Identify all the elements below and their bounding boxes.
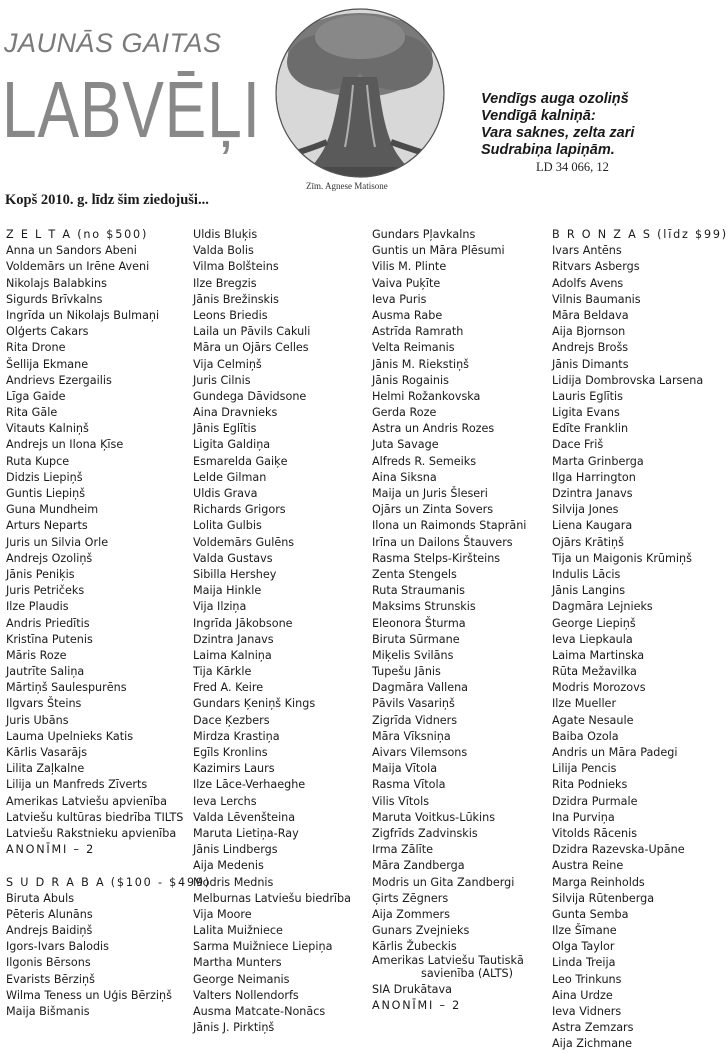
donor-name: Māra Beldava — [552, 308, 629, 322]
donor-name: Rita Drone — [6, 341, 66, 355]
donor-name: Ausma Rabe — [372, 308, 443, 322]
donor-name: Aivars Vilemsons — [372, 746, 468, 759]
donor-name: Marga Reinholds — [552, 875, 645, 889]
donor-name: Guntis Liepiņš — [6, 487, 86, 500]
donor-name: Uldis Bluķis — [193, 228, 258, 241]
donor-name: Latviešu kultūras biedrība TILTS — [6, 810, 184, 824]
donor-name: Jānis Langins — [552, 584, 626, 598]
donor-name: Agate Nesaule — [552, 713, 634, 727]
donor-name: Gundars Ķeniņš Kings — [193, 697, 316, 711]
donor-name: Igors-Ivars Balodis — [6, 940, 109, 954]
donor-name: Gundega Dāvidsone — [193, 389, 307, 403]
donor-name: Aina Dravnieks — [193, 406, 278, 420]
donor-name: Dace Friš — [552, 438, 604, 452]
donor-name: Aina Urdze — [552, 988, 613, 1002]
donor-name: Dagmāra Vallena — [372, 681, 469, 695]
donor-name: Gerda Roze — [372, 406, 437, 420]
anonymous-count: ANONĪMI – 2 — [6, 843, 96, 857]
donor-column-3 — [372, 227, 526, 1014]
donor-name: Lidija Dombrovska Larsena — [552, 373, 704, 387]
donor-name: Ieva Puris — [372, 292, 427, 306]
donor-name: Adolfs Avens — [552, 276, 624, 290]
donor-name: Modris Morozovs — [552, 681, 646, 695]
donor-name: Silvija Jones — [552, 503, 619, 517]
donor-name: Ģirts Zēgners — [372, 891, 449, 905]
donor-name: Mārtiņš Saulespurēns — [6, 681, 127, 695]
donor-name: Helmi Rožankovska — [372, 389, 481, 403]
donor-name: Linda Treija — [552, 956, 616, 970]
anonymous-count: ANONĪMI – 2 — [372, 999, 462, 1013]
donor-name: Ilze Mueller — [552, 697, 617, 711]
donor-name: Dzidra Razevska-Upāne — [552, 843, 685, 857]
donor-name: Jautrīte Saliņa — [6, 665, 85, 679]
donor-name: Jānis J. Pirktiņš — [193, 1021, 275, 1035]
publication-name: JAUNĀS GAITAS — [4, 28, 222, 58]
donor-name: Arturs Neparts — [6, 519, 88, 533]
donor-name: Rita Podnieks — [552, 778, 628, 792]
donor-name: Sibilla Hershey — [193, 567, 277, 581]
page-title: LABVĒĻI — [2, 65, 261, 154]
donor-name: Lauma Upelnieks Katis — [6, 729, 134, 743]
donor-name: Didzis Liepiņš — [6, 470, 83, 484]
donor-name: Mirdza Krastiņa — [193, 729, 280, 743]
donor-organization-alts — [372, 955, 526, 982]
donor-name: Rita Gāle — [6, 406, 58, 420]
donor-name: Jānis Brežinskis — [193, 292, 279, 306]
donor-name: Melburnas Latviešu biedrība — [193, 891, 351, 905]
donor-name: Olga Taylor — [552, 940, 615, 954]
donor-name: Jānis M. Riekstiņš — [372, 357, 469, 371]
donor-name: Silvija Rūtenberga — [552, 891, 655, 905]
donor-name: Alfreds R. Semeiks — [372, 454, 477, 468]
donor-name: Juris Cilnis — [193, 373, 251, 387]
donor-name: Ilze Plaudis — [6, 600, 69, 614]
donor-name: Latviešu Rakstnieku apvienība — [6, 826, 177, 840]
donor-name: Voldemārs Gulēns — [193, 535, 295, 549]
donor-name: Ilgonis Bērsons — [6, 956, 91, 970]
donor-name: Pēteris Alunāns — [6, 907, 93, 921]
donor-name: Ojārs un Zinta Sovers — [372, 503, 494, 517]
illustration-credit: Zīm. Agnese Matisone — [306, 181, 388, 191]
donor-name: Rasma Vītola — [372, 778, 446, 792]
donor-name: Esmarelda Gaiķe — [193, 454, 288, 468]
donor-name: Vilnis Baumanis — [552, 292, 641, 306]
donor-name: Līga Gaide — [6, 389, 66, 403]
donor-name: Juris un Silvia Orle — [6, 535, 109, 549]
donor-name: Astra Zemzars — [552, 1021, 634, 1035]
donor-name: Vija Moore — [193, 907, 252, 921]
donor-name: Aija Zommers — [372, 907, 450, 921]
donor-name: Ligita Galdiņa — [193, 438, 271, 452]
donor-name: Maija Bišmanis — [6, 1005, 90, 1018]
donor-name: Maksims Strunskis — [372, 600, 476, 614]
verse-line: Vara saknes, zelta zari — [481, 125, 635, 141]
donor-name: Vija Ilziņa — [193, 600, 247, 614]
donor-name: Jānis Rogainis — [372, 373, 449, 387]
oak-tree-illustration — [275, 7, 445, 179]
donor-name: Vitauts Kalniņš — [6, 422, 89, 436]
donor-name: Lauris Eglītis — [552, 389, 623, 403]
donor-name: Jānis Peniķis — [6, 567, 75, 581]
donor-name: Dzintra Janavs — [193, 632, 274, 646]
donor-name: Sigurds Brīvkalns — [6, 292, 103, 306]
donor-name: Astrīda Ramrath — [372, 325, 464, 339]
donor-name: Lelde Gilman — [193, 470, 267, 484]
donor-name: Edīte Franklin — [552, 422, 629, 436]
donor-name: Ojārs Krātiņš — [552, 535, 624, 549]
donor-name: Ieva Liepkaula — [552, 632, 633, 646]
donor-name: Ivars Antēns — [552, 244, 622, 258]
section-header-sudraba: S U D R A B A ($100 - $499) — [6, 875, 211, 889]
donor-name: Vilma Bolšteins — [193, 260, 279, 274]
donor-name: Laima Kalniņa — [193, 648, 272, 662]
donor-name: Ruta Straumanis — [372, 584, 465, 598]
donor-name: Andrejs Baidiņš — [6, 924, 93, 938]
donor-name: Maija un Juris Šleseri — [372, 487, 488, 500]
donor-name: Lilija Pencis — [552, 762, 617, 776]
donor-name: Miķelis Svilāns — [372, 648, 454, 662]
donor-name: Māris Roze — [6, 648, 67, 662]
donor-name: Vitolds Rācenis — [552, 826, 638, 840]
organization-name-line: Amerikas Latviešu Tautiskā — [372, 954, 524, 968]
verse-line: Vendīgā kalniņā: — [481, 108, 596, 124]
donor-name: Indulis Lācis — [552, 567, 621, 581]
donor-name: Māra Vīksniņa — [372, 729, 451, 743]
donor-name: George Neimanis — [193, 972, 290, 986]
donor-name: Ilona un Raimonds Staprāni — [372, 519, 527, 533]
donor-name: Maruta Lietiņa-Ray — [193, 826, 299, 840]
donor-name: Ingrīda Jākobsone — [193, 616, 293, 630]
donor-name: Austra Reine — [552, 859, 624, 873]
donor-name: Evarists Bērziņš — [6, 972, 95, 986]
donor-name: Rūta Mežavilka — [552, 665, 637, 679]
donor-name: Modris un Gita Zandbergi — [372, 875, 515, 889]
donor-name: Zigrīda Vidners — [372, 713, 458, 727]
donor-name: Ilze Šīmane — [552, 924, 617, 938]
donor-name: Maija Hinkle — [193, 584, 262, 598]
donor-name: Lolita Gulbis — [193, 519, 262, 533]
donor-name: SIA Drukātava — [372, 982, 452, 996]
donor-name: Jānis Eglītis — [193, 422, 257, 436]
donor-name: Voldemārs un Irēne Aveni — [6, 260, 150, 274]
donor-name: Maija Vītola — [372, 762, 438, 776]
donor-name: Jānis Dimants — [552, 357, 629, 371]
donor-name: Valda Bolis — [193, 244, 254, 258]
donor-name: Kārlis Žubeckis — [372, 940, 457, 954]
donor-name: Ina Purviņa — [552, 810, 615, 824]
donor-name: Irīna un Dailons Štauvers — [372, 535, 513, 549]
donor-name: Gundars Pļavkalns — [372, 228, 476, 241]
donor-name: Māra Zandberga — [372, 859, 465, 873]
donor-name: Ruta Kupce — [6, 454, 70, 468]
donor-name: Guntis un Māra Plēsumi — [372, 244, 505, 258]
donor-name: Ieva Vidners — [552, 1005, 622, 1018]
donor-name: Ritvars Asbergs — [552, 260, 640, 274]
donor-name: Gunta Semba — [552, 907, 629, 921]
donor-name: Biruta Abuls — [6, 891, 75, 905]
donor-name: Ilze Bregzis — [193, 276, 257, 290]
donor-name: Andrievs Ezergailis — [6, 373, 112, 387]
donor-name: Wilma Teness un Uģis Bērziņš — [6, 988, 172, 1002]
donor-name: Vilis Vītols — [372, 794, 430, 808]
donor-name: Dagmāra Lejnieks — [552, 600, 653, 614]
donor-name: Modris Mednis — [193, 875, 274, 889]
donor-name: Kārlis Vasarājs — [6, 746, 88, 759]
donor-name: Dzidra Purmale — [552, 794, 638, 808]
donor-name: Dace Ķezbers — [193, 713, 270, 727]
donor-name: Leons Briedis — [193, 308, 268, 322]
donor-name: Guna Mundheim — [6, 503, 99, 517]
donor-name: Dzintra Janavs — [552, 487, 633, 500]
donor-name: Māra un Ojārs Celles — [193, 341, 309, 355]
section-header-bronzas: B R O N Z A S (līdz $99) — [552, 228, 728, 241]
donor-name: Fred A. Keire — [193, 681, 264, 695]
donor-name: Andrejs Brošs — [552, 341, 629, 355]
donor-name: Ilgvars Šteins — [6, 697, 82, 711]
donor-name: Richards Grigors — [193, 503, 286, 517]
donor-name: Valda Lēvenšteina — [193, 810, 296, 824]
donor-name: Tija un Maigonis Krūmiņš — [552, 551, 692, 565]
donor-name: Andrejs un Ilona Ķīse — [6, 438, 124, 452]
donor-name: Ilze Lāce-Verhaeghe — [193, 778, 306, 792]
donor-name: Anna un Sandors Abeni — [6, 244, 137, 258]
donor-name: Tupešu Jānis — [372, 665, 441, 679]
donor-name: Aina Siksna — [372, 470, 437, 484]
donor-name: Juris Petričeks — [6, 584, 85, 598]
donor-name: Ausma Matcate-Nonācs — [193, 1005, 326, 1018]
donor-column-1 — [6, 227, 211, 1020]
donor-name: Andrejs Ozoliņš — [6, 551, 93, 565]
donor-name: Kristīna Putenis — [6, 632, 93, 646]
donor-name: Egīls Kronlins — [193, 746, 268, 759]
donor-name: Pāvils Vasariņš — [372, 697, 455, 711]
donor-name: Aija Zichmane — [552, 1037, 633, 1051]
donor-name: Vilis M. Plinte — [372, 260, 447, 274]
donor-name: Valters Nollendorfs — [193, 988, 299, 1002]
donor-name: Juta Savage — [372, 438, 439, 452]
donor-name: Valda Gustavs — [193, 551, 273, 565]
donor-name: Rasma Stelps-Kiršteins — [372, 551, 501, 565]
donor-column-4 — [552, 227, 728, 1053]
donor-name: Sarma Muižniece Liepiņa — [193, 940, 333, 954]
donor-name: Jānis Lindbergs — [193, 843, 278, 857]
donor-name: Irma Zālīte — [372, 843, 434, 857]
donor-name: Biruta Sūrmane — [372, 632, 460, 646]
donor-name: Kazimirs Laurs — [193, 762, 275, 776]
donor-name: Ieva Lerchs — [193, 794, 257, 808]
donor-name: Lilija un Manfreds Zīverts — [6, 778, 148, 792]
donor-name: Olģerts Cakars — [6, 325, 89, 339]
donor-name: Vija Celmiņš — [193, 357, 262, 371]
donor-name: George Liepiņš — [552, 616, 636, 630]
verse — [481, 91, 634, 159]
organization-name-line: savienība (ALTS) — [421, 966, 514, 980]
donor-name: Uldis Grava — [193, 487, 258, 500]
donor-name: Amerikas Latviešu apvienība — [6, 794, 167, 808]
subtitle: Kopš 2010. g. līdz šim ziedojuši... — [5, 192, 209, 208]
donor-name: Andris un Māra Padegi — [552, 746, 678, 759]
donor-name: Liena Kaugara — [552, 519, 633, 533]
donor-name: Zenta Stengels — [372, 567, 457, 581]
donor-name: Gunars Zvejnieks — [372, 924, 470, 938]
donor-name: Lilita Zaļkalne — [6, 762, 85, 776]
donor-name: Martha Munters — [193, 956, 282, 970]
donor-name: Ligita Evans — [552, 406, 620, 420]
donor-name: Juris Ubāns — [6, 713, 69, 727]
donor-name: Ingrīda un Nikolajs Bulmaņi — [6, 308, 160, 322]
donor-name: Maruta Voitkus-Lūkins — [372, 810, 496, 824]
verse-reference: LD 34 066, 12 — [536, 160, 609, 174]
verse-line: Vendīgs auga ozoliņš — [481, 91, 629, 107]
donor-name: Andris Priedītis — [6, 616, 90, 630]
donor-name: Šellija Ekmane — [6, 357, 89, 371]
donor-name: Marta Grinberga — [552, 454, 644, 468]
donor-name: Astra un Andris Rozes — [372, 422, 495, 436]
donor-name: Tija Kārkle — [193, 665, 252, 679]
verse-line: Sudrabiņa lapiņām. — [481, 142, 615, 158]
donor-name: Lalita Muižniece — [193, 924, 283, 938]
donor-name: Ilga Harrington — [552, 470, 636, 484]
donor-name: Eleonora Šturma — [372, 616, 466, 630]
donor-name: Baiba Ozola — [552, 729, 619, 743]
donor-name: Zigfrīds Zadvinskis — [372, 826, 478, 840]
donor-name: Aija Bjornson — [552, 325, 626, 339]
donor-name: Velta Reimanis — [372, 341, 455, 355]
donor-name: Aija Medenis — [193, 859, 264, 873]
donor-name: Laima Martinska — [552, 648, 645, 662]
donor-name: Vaiva Puķīte — [372, 276, 441, 290]
donor-name: Laila un Pāvils Cakuli — [193, 325, 311, 339]
donor-column-2 — [193, 227, 351, 1036]
section-header-zelta: Z E L T A (no $500) — [6, 228, 149, 241]
donor-name: Leo Trinkuns — [552, 972, 622, 986]
donor-name: Nikolajs Balabkins — [6, 276, 107, 290]
